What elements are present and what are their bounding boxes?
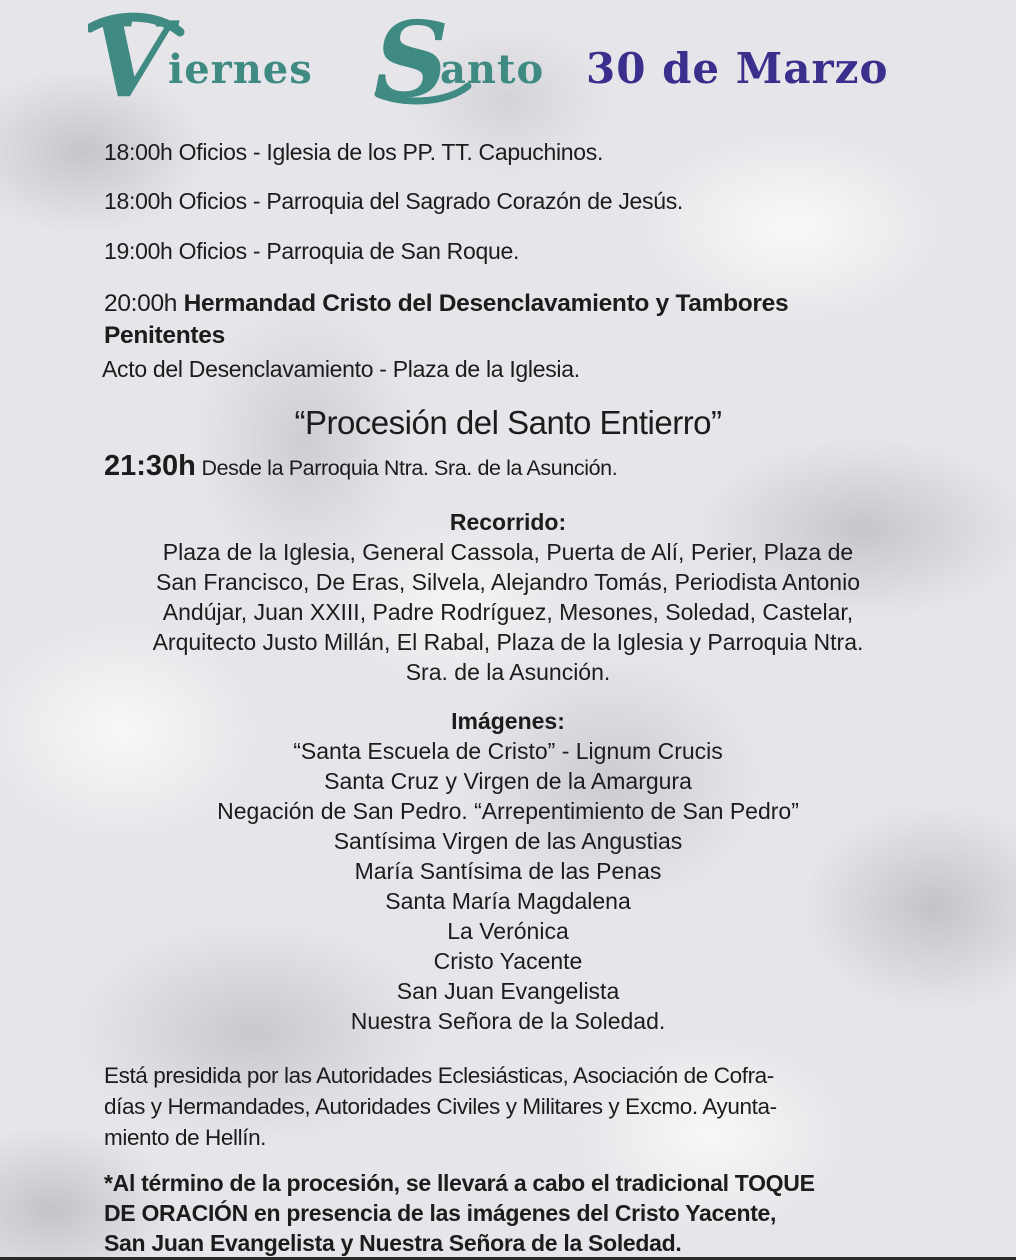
title-santo-rest: anto <box>440 46 545 93</box>
imagen-item: Cristo Yacente <box>433 948 583 974</box>
imagen-item: Santísima Virgen de las Angustias <box>333 828 683 854</box>
recorrido-line: San Francisco, De Eras, Silvela, Alejandro Tomás, Periodista Antonio <box>156 569 860 595</box>
imagen-item: “Santa Escuela de Cristo” - Lignum Crucis <box>293 738 723 764</box>
recorrido-line: Arquitecto Justo Millán, El Rabal, Plaza de la Iglesia y Parroquia Ntra. <box>152 629 864 655</box>
schedule-time-2000: 20:00h <box>104 290 184 317</box>
title-viernes-rest: iernes <box>168 46 313 93</box>
procession-title: “Procesión del Santo Entierro” <box>294 404 722 441</box>
recorrido-line: Sra. de la Asunción. <box>405 659 611 685</box>
recorrido-section <box>0 507 1016 687</box>
imagen-item: Santa Cruz y Virgen de la Amargura <box>324 768 692 794</box>
imagenes-heading: Imágenes: <box>451 708 565 734</box>
imagenes-section <box>0 706 1016 1036</box>
imagen-item: Nuestra Señora de la Soledad. <box>350 1008 666 1034</box>
presidida-line: miento de Hellín. <box>104 1125 267 1150</box>
imagen-item: San Juan Evangelista <box>396 978 620 1004</box>
imagen-item: Santa María Magdalena <box>385 888 631 914</box>
note-line: DE ORACIÓN en presencia de las imágenes del Cristo Yacente, <box>104 1200 777 1226</box>
recorrido-heading: Recorrido: <box>449 509 567 535</box>
imagen-item: Negación de San Pedro. “Arrepentimiento de San Pedro” <box>217 798 799 824</box>
title-date: 30 de Marzo <box>586 44 889 93</box>
note-line: *Al término de la procesión, se llevará a cabo el tradicional TOQUE <box>104 1170 815 1196</box>
schedule-line-capuchinos: 18:00h Oficios - Iglesia de los PP. TT. Capuchinos. <box>104 139 604 165</box>
schedule-hermandad-name: Hermandad Cristo del Desenclavamiento y Tambores <box>183 290 789 317</box>
presidida-line: días y Hermandades, Autoridades Civiles y Militares y Excmo. Ayunta- <box>104 1094 777 1119</box>
recorrido-line: Andújar, Juan XXIII, Padre Rodríguez, Mesones, Soledad, Castelar, <box>162 599 854 625</box>
schedule-line-desenclavamiento: Acto del Desenclavamiento - Plaza de la Iglesia. <box>102 356 580 382</box>
note-line: San Juan Evangelista y Nuestra Señora de la Soledad. <box>104 1230 682 1256</box>
title-santo-initial: S <box>374 0 450 121</box>
procession-time: 21:30h <box>104 450 196 482</box>
toque-de-oracion-note <box>104 1168 984 1258</box>
imagen-item: La Verónica <box>447 918 569 944</box>
imagen-item: María Santísima de las Penas <box>354 858 662 884</box>
schedule-line-sagrado-corazon: 18:00h Oficios - Parroquia del Sagrado Corazón de Jesús. <box>104 188 683 214</box>
recorrido-line: Plaza de la Iglesia, General Cassola, Puerta de Alí, Perier, Plaza de <box>162 539 854 565</box>
presidida-line: Está presidida por las Autoridades Eclesiásticas, Asociación de Cofra- <box>104 1063 774 1088</box>
procession-start <box>104 450 617 483</box>
title-viernes-initial: V <box>90 0 171 121</box>
schedule-line-penitentes: Penitentes <box>104 322 225 349</box>
procession-origin: Desde la Parroquia Ntra. Sra. de la Asunción. <box>195 456 618 480</box>
schedule-line-hermandad <box>104 290 788 318</box>
page-title <box>88 0 988 121</box>
schedule-line-san-roque: 19:00h Oficios - Parroquia de San Roque. <box>104 238 520 264</box>
presidida-paragraph <box>104 1060 934 1153</box>
